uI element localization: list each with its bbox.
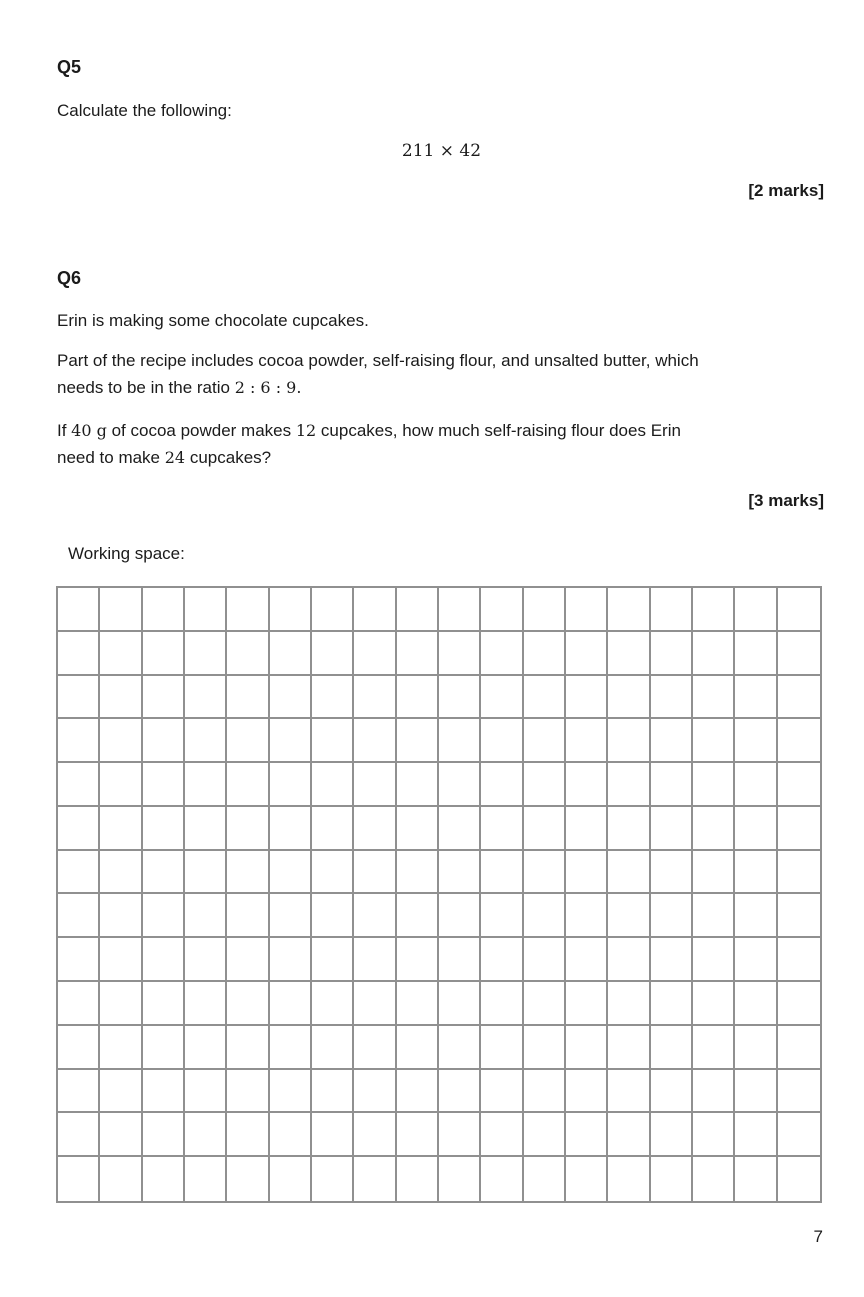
grid-cell — [185, 938, 227, 982]
grid-cell — [651, 851, 693, 895]
working-space-label: Working space: — [68, 544, 185, 563]
grid-cell — [439, 1070, 481, 1114]
grid-cell — [651, 763, 693, 807]
q6-ratio-value: 2 : 6 : 9 — [234, 378, 297, 397]
grid-cell — [58, 676, 100, 720]
grid-cell — [778, 719, 820, 763]
grid-cell — [397, 763, 439, 807]
grid-cell — [58, 632, 100, 676]
grid-cell — [693, 632, 735, 676]
grid-cell — [354, 719, 396, 763]
grid-cell — [354, 982, 396, 1026]
grid-cell — [143, 676, 185, 720]
grid-cell — [566, 982, 608, 1026]
grid-cell — [312, 807, 354, 851]
grid-cell — [100, 982, 142, 1026]
grid-cell — [143, 1113, 185, 1157]
grid-cell — [735, 1157, 777, 1201]
grid-cell — [227, 632, 269, 676]
grid-cell — [735, 1113, 777, 1157]
grid-cell — [397, 588, 439, 632]
grid-cell — [270, 894, 312, 938]
grid-cell — [651, 588, 693, 632]
grid-cell — [227, 982, 269, 1026]
grid-cell — [58, 1157, 100, 1201]
grid-cell — [312, 676, 354, 720]
grid-cell — [651, 1157, 693, 1201]
grid-cell — [566, 719, 608, 763]
grid-cell — [566, 632, 608, 676]
q6-paragraph-3-text3: cupcakes, how much self-raising flour does Erin — [316, 421, 681, 440]
grid-cell — [439, 632, 481, 676]
grid-cell — [439, 763, 481, 807]
q5-heading: Q5 — [57, 57, 82, 77]
grid-cell — [735, 763, 777, 807]
grid-cell — [100, 1113, 142, 1157]
grid-cell — [270, 676, 312, 720]
grid-cell — [227, 588, 269, 632]
grid-cell — [397, 1113, 439, 1157]
grid-cell — [185, 719, 227, 763]
grid-cell — [58, 1026, 100, 1070]
grid-cell — [566, 807, 608, 851]
grid-cell — [397, 938, 439, 982]
grid-cell — [270, 588, 312, 632]
grid-cell — [693, 1026, 735, 1070]
grid-cell — [100, 763, 142, 807]
grid-cell — [566, 894, 608, 938]
grid-cell — [778, 807, 820, 851]
grid-cell — [227, 938, 269, 982]
grid-cell — [566, 676, 608, 720]
grid-cell — [354, 676, 396, 720]
grid-cell — [397, 1026, 439, 1070]
grid-cell — [735, 982, 777, 1026]
grid-cell — [439, 1157, 481, 1201]
grid-cell — [100, 851, 142, 895]
grid-cell — [439, 851, 481, 895]
grid-cell — [693, 1157, 735, 1201]
grid-cell — [227, 719, 269, 763]
grid-cell — [100, 632, 142, 676]
grid-cell — [778, 982, 820, 1026]
grid-cell — [778, 1113, 820, 1157]
grid-cell — [100, 588, 142, 632]
grid-cell — [566, 938, 608, 982]
grid-cell — [100, 938, 142, 982]
grid-cell — [524, 763, 566, 807]
grid-cell — [693, 807, 735, 851]
grid-cell — [397, 894, 439, 938]
grid-cell — [439, 676, 481, 720]
grid-cell — [439, 938, 481, 982]
grid-cell — [439, 894, 481, 938]
grid-cell — [481, 807, 523, 851]
grid-cell — [143, 807, 185, 851]
grid-cell — [524, 982, 566, 1026]
grid-cell — [185, 982, 227, 1026]
q6-mass-value: 40 g — [71, 421, 107, 440]
grid-cell — [608, 851, 650, 895]
grid-cell — [651, 719, 693, 763]
grid-cell — [312, 1070, 354, 1114]
grid-cell — [100, 719, 142, 763]
grid-cell — [439, 588, 481, 632]
grid-cell — [608, 719, 650, 763]
grid-cell — [481, 894, 523, 938]
grid-cell — [651, 1113, 693, 1157]
grid-cell — [227, 1157, 269, 1201]
grid-cell — [270, 763, 312, 807]
q5-prompt: Calculate the following: — [57, 101, 232, 120]
grid-cell — [608, 938, 650, 982]
grid-cell — [608, 807, 650, 851]
grid-cell — [354, 1113, 396, 1157]
grid-cell — [778, 894, 820, 938]
grid-cell — [143, 719, 185, 763]
grid-cell — [481, 1113, 523, 1157]
grid-cell — [270, 1026, 312, 1070]
q6-paragraph-3-text5: cupcakes? — [185, 448, 272, 467]
grid-cell — [651, 632, 693, 676]
grid-cell — [397, 1070, 439, 1114]
grid-cell — [143, 588, 185, 632]
grid-cell — [227, 1113, 269, 1157]
grid-cell — [58, 719, 100, 763]
grid-cell — [481, 676, 523, 720]
q5-marks-label: [2 marks] — [748, 181, 824, 200]
grid-cell — [524, 807, 566, 851]
grid-cell — [608, 632, 650, 676]
grid-cell — [354, 851, 396, 895]
grid-cell — [312, 982, 354, 1026]
grid-cell — [735, 851, 777, 895]
grid-cell — [227, 676, 269, 720]
grid-cell — [312, 938, 354, 982]
grid-cell — [58, 1113, 100, 1157]
grid-cell — [778, 632, 820, 676]
grid-cell — [143, 763, 185, 807]
grid-cell — [524, 894, 566, 938]
grid-cell — [227, 1026, 269, 1070]
grid-cell — [58, 982, 100, 1026]
grid-cell — [100, 807, 142, 851]
grid-cell — [778, 676, 820, 720]
grid-cell — [693, 1113, 735, 1157]
grid-cell — [735, 894, 777, 938]
grid-cell — [270, 719, 312, 763]
grid-cell — [439, 1026, 481, 1070]
grid-cell — [312, 851, 354, 895]
grid-cell — [100, 1157, 142, 1201]
grid-cell — [227, 1070, 269, 1114]
grid-cell — [354, 1157, 396, 1201]
grid-cell — [185, 1157, 227, 1201]
grid-cell — [143, 982, 185, 1026]
q5-expression: 211 × 42 — [401, 141, 482, 161]
grid-cell — [100, 894, 142, 938]
grid-cell — [185, 851, 227, 895]
grid-cell — [481, 1157, 523, 1201]
grid-cell — [439, 719, 481, 763]
q6-paragraph-3-text1: If — [57, 421, 72, 440]
q6-paragraph-3-text4: need to make — [57, 448, 165, 467]
grid-cell — [608, 588, 650, 632]
grid-cell — [778, 588, 820, 632]
grid-cell — [608, 1113, 650, 1157]
grid-cell — [524, 938, 566, 982]
grid-cell — [58, 938, 100, 982]
grid-cell — [354, 1070, 396, 1114]
grid-cell — [397, 632, 439, 676]
grid-cell — [651, 938, 693, 982]
grid-cell — [608, 676, 650, 720]
grid-cell — [58, 851, 100, 895]
grid-cell — [608, 1026, 650, 1070]
q6-cupcake-count-2: 24 — [164, 448, 186, 467]
grid-cell — [608, 894, 650, 938]
grid-cell — [735, 588, 777, 632]
grid-cell — [481, 1070, 523, 1114]
grid-cell — [185, 588, 227, 632]
grid-cell — [312, 1113, 354, 1157]
grid-cell — [100, 1070, 142, 1114]
grid-cell — [185, 632, 227, 676]
grid-cell — [481, 938, 523, 982]
grid-cell — [354, 763, 396, 807]
grid-cell — [397, 982, 439, 1026]
grid-cell — [143, 851, 185, 895]
grid-cell — [58, 1070, 100, 1114]
grid-cell — [397, 807, 439, 851]
grid-cell — [481, 982, 523, 1026]
grid-cell — [227, 851, 269, 895]
grid-cell — [693, 763, 735, 807]
grid-cell — [778, 763, 820, 807]
grid-cell — [227, 807, 269, 851]
grid-cell — [693, 676, 735, 720]
grid-cell — [524, 1157, 566, 1201]
grid-cell — [270, 1070, 312, 1114]
grid-cell — [735, 1026, 777, 1070]
grid-cell — [524, 632, 566, 676]
grid-cell — [735, 807, 777, 851]
grid-cell — [312, 588, 354, 632]
grid-cell — [354, 588, 396, 632]
grid-cell — [693, 982, 735, 1026]
grid-cell — [397, 1157, 439, 1201]
grid-cell — [524, 1113, 566, 1157]
grid-cell — [185, 763, 227, 807]
grid-cell — [312, 1157, 354, 1201]
grid-cell — [185, 894, 227, 938]
grid-cell — [270, 807, 312, 851]
grid-cell — [693, 719, 735, 763]
working-space-grid — [56, 586, 822, 1203]
grid-cell — [143, 1026, 185, 1070]
grid-cell — [185, 1113, 227, 1157]
q6-paragraph-2 — [57, 347, 834, 401]
grid-cell — [58, 588, 100, 632]
grid-cell — [481, 719, 523, 763]
grid-cell — [270, 982, 312, 1026]
grid-cell — [312, 1026, 354, 1070]
grid-cell — [524, 1070, 566, 1114]
grid-cell — [524, 719, 566, 763]
grid-cell — [397, 719, 439, 763]
grid-cell — [524, 676, 566, 720]
grid-cell — [227, 894, 269, 938]
grid-cell — [397, 676, 439, 720]
grid-cell — [566, 763, 608, 807]
grid-cell — [143, 632, 185, 676]
grid-cell — [143, 938, 185, 982]
q6-paragraph-3 — [57, 417, 834, 471]
grid-cell — [735, 719, 777, 763]
grid-cell — [693, 851, 735, 895]
grid-cell — [185, 807, 227, 851]
grid-cell — [270, 1157, 312, 1201]
grid-cell — [227, 763, 269, 807]
grid-cell — [354, 1026, 396, 1070]
grid-cell — [397, 851, 439, 895]
grid-cell — [481, 763, 523, 807]
grid-cell — [312, 894, 354, 938]
grid-cell — [566, 1070, 608, 1114]
grid-cell — [58, 763, 100, 807]
grid-cell — [439, 982, 481, 1026]
grid-cell — [270, 938, 312, 982]
grid-cell — [58, 807, 100, 851]
grid-cell — [524, 851, 566, 895]
grid-cell — [608, 763, 650, 807]
grid-cell — [143, 1070, 185, 1114]
grid-cell — [312, 719, 354, 763]
grid-cell — [566, 1157, 608, 1201]
grid-cell — [778, 1070, 820, 1114]
q6-paragraph-2-line2-text: needs to be in the ratio — [57, 378, 235, 397]
grid-cell — [566, 1026, 608, 1070]
grid-cell — [354, 807, 396, 851]
q6-marks-label: [3 marks] — [748, 491, 824, 510]
grid-cell — [651, 1070, 693, 1114]
grid-cell — [608, 1070, 650, 1114]
grid-cell — [566, 1113, 608, 1157]
grid-cell — [270, 1113, 312, 1157]
grid-cell — [354, 632, 396, 676]
grid-cell — [185, 1070, 227, 1114]
grid-cell — [270, 851, 312, 895]
grid-cell — [270, 632, 312, 676]
grid-cell — [693, 894, 735, 938]
grid-cell — [100, 1026, 142, 1070]
q6-paragraph-2-period: . — [296, 378, 302, 397]
grid-cell — [778, 851, 820, 895]
grid-cell — [778, 938, 820, 982]
grid-cell — [143, 1157, 185, 1201]
grid-cell — [312, 632, 354, 676]
grid-cell — [439, 807, 481, 851]
grid-cell — [185, 1026, 227, 1070]
grid-cell — [185, 676, 227, 720]
grid-cell — [566, 588, 608, 632]
grid-cell — [312, 763, 354, 807]
grid-cell — [651, 982, 693, 1026]
grid-cell — [778, 1026, 820, 1070]
grid-cell — [693, 588, 735, 632]
q6-paragraph-3-text2: of cocoa powder makes — [106, 421, 296, 440]
grid-cell — [143, 894, 185, 938]
grid-cell — [524, 588, 566, 632]
grid-cell — [735, 1070, 777, 1114]
grid-cell — [100, 676, 142, 720]
page-number: 7 — [813, 1227, 823, 1246]
grid-cell — [693, 938, 735, 982]
grid-cell — [58, 894, 100, 938]
grid-cell — [481, 632, 523, 676]
grid-cell — [778, 1157, 820, 1201]
grid-cell — [439, 1113, 481, 1157]
q6-heading: Q6 — [57, 268, 82, 288]
grid-cell — [608, 1157, 650, 1201]
q6-paragraph-2-line1: Part of the recipe includes cocoa powder, self-raising flour, and unsalted butter, which — [57, 351, 699, 370]
grid-cell — [651, 676, 693, 720]
grid-cell — [608, 982, 650, 1026]
grid-cell — [651, 894, 693, 938]
grid-cell — [524, 1026, 566, 1070]
grid-cell — [735, 632, 777, 676]
grid-cell — [651, 807, 693, 851]
grid-cell — [566, 851, 608, 895]
grid-cell — [481, 588, 523, 632]
grid-cell — [354, 894, 396, 938]
grid-cell — [481, 851, 523, 895]
grid-cell — [651, 1026, 693, 1070]
grid-cell — [693, 1070, 735, 1114]
q6-paragraph-1: Erin is making some chocolate cupcakes. — [57, 311, 369, 330]
q6-cupcake-count-1: 12 — [295, 421, 317, 440]
grid-cell — [735, 676, 777, 720]
grid-cell — [735, 938, 777, 982]
grid-cell — [481, 1026, 523, 1070]
grid-cell — [354, 938, 396, 982]
